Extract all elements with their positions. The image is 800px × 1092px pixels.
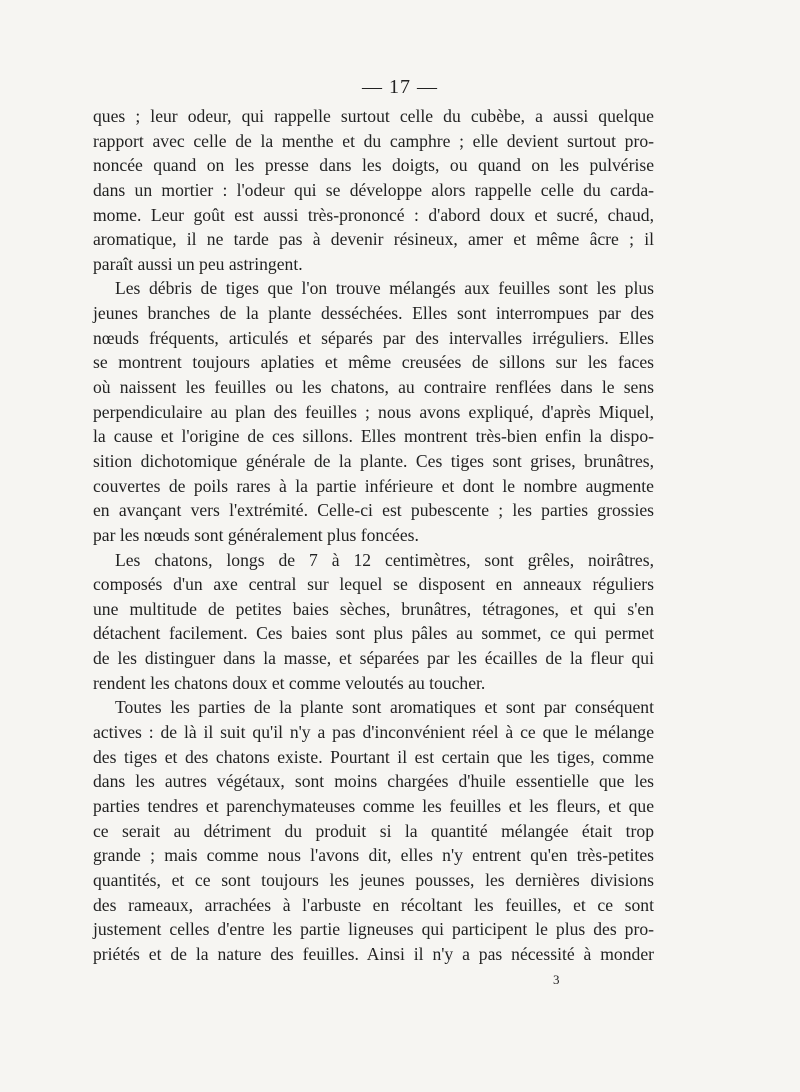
signature-mark: 3 [553, 972, 560, 987]
text-line: dans les autres végétaux, sont moins chargées d'huile essentielle que les [93, 771, 654, 792]
text-line: sition dichotomique générale de la plante. Ces tiges sont grises, brunâtres, [93, 450, 654, 471]
text-line: rendent les chatons doux et comme veloutés au toucher. [93, 672, 486, 693]
text-line: couvertes de poils rares à la partie inférieure et dont le nombre augmente [93, 475, 654, 496]
text-line: des tiges et des chatons existe. Pourtant il est certain que les tiges, comme [93, 746, 654, 767]
text-line: Toutes les parties de la plante sont aromatiques et sont par conséquent [115, 697, 654, 718]
text-line: en avançant vers l'extrémité. Celle-ci est pubescente ; les parties grossies [93, 500, 654, 521]
text-line: ques ; leur odeur, qui rappelle surtout celle du cubèbe, a aussi quelque [93, 106, 654, 126]
text-line: des rameaux, arrachées à l'arbuste en récoltant les feuilles, et ce sont [93, 894, 654, 915]
text-line: grande ; mais comme nous l'avons dit, elles n'y entrent qu'en très-petites [93, 845, 654, 866]
text-line: par les nœuds sont généralement plus foncées. [93, 524, 419, 545]
text-line: quantités, et ce sont toujours les jeunes pousses, les dernières divisions [93, 869, 654, 890]
text-line: une multitude de petites baies sèches, brunâtres, tétragones, et qui s'en [93, 598, 654, 619]
text-line: ce serait au détriment du produit si la quantité mélangée était trop [93, 820, 654, 841]
body-text [93, 104, 654, 966]
page-number: — 17 — [362, 76, 438, 98]
text-line: dans un mortier : l'odeur qui se développe alors rappelle celle du carda- [93, 179, 654, 200]
text-line: détachent facilement. Ces baies sont plus pâles au sommet, ce qui permet [93, 623, 654, 644]
text-line: actives : de là il suit qu'il n'y a pas d'inconvénient réel à ce que le mélange [93, 722, 654, 743]
text-line: rapport avec celle de la menthe et du camphre ; elle devient surtout pro- [93, 130, 654, 151]
text-line: priétés et de la nature des feuilles. Ainsi il n'y a pas nécessité à monder [93, 943, 654, 964]
text-line: aromatique, il ne tarde pas à devenir résineux, amer et même âcre ; il [93, 229, 654, 250]
text-line: de les distinguer dans la masse, et séparées par les écailles de la fleur qui [93, 648, 654, 669]
text-line: justement celles d'entre les partie ligneuses qui participent le plus des pro- [93, 919, 654, 940]
text-line: Les chatons, longs de 7 à 12 centimètres, sont grêles, noirâtres, [115, 549, 654, 570]
text-line: où naissent les feuilles ou les chatons, au contraire renflées dans le sens [93, 377, 654, 398]
text-line: composés d'un axe central sur lequel se disposent en anneaux réguliers [93, 574, 654, 595]
text-line: Les débris de tiges que l'on trouve mélangés aux feuilles sont les plus [115, 278, 654, 299]
text-line: noncée quand on les presse dans les doigts, ou quand on les pulvérise [93, 155, 654, 176]
text-line: jeunes branches de la plante desséchées. Elles sont interrompues par des [93, 303, 654, 324]
text-line: la cause et l'origine de ces sillons. Elles montrent très-bien enfin la dispo- [93, 426, 654, 447]
text-line: se montrent toujours aplaties et même creusées de sillons sur les faces [93, 352, 654, 373]
text-line: perpendiculaire au plan des feuilles ; nous avons expliqué, d'après Miquel, [93, 401, 654, 422]
text-line: mome. Leur goût est aussi très-prononcé : d'abord doux et sucré, chaud, [93, 204, 654, 225]
text-line: parties tendres et parenchymateuses comme les feuilles et les fleurs, et que [93, 795, 654, 816]
text-line: paraît aussi un peu astringent. [93, 253, 303, 274]
text-line: nœuds fréquents, articulés et séparés par des intervalles irréguliers. Elles [93, 327, 654, 348]
